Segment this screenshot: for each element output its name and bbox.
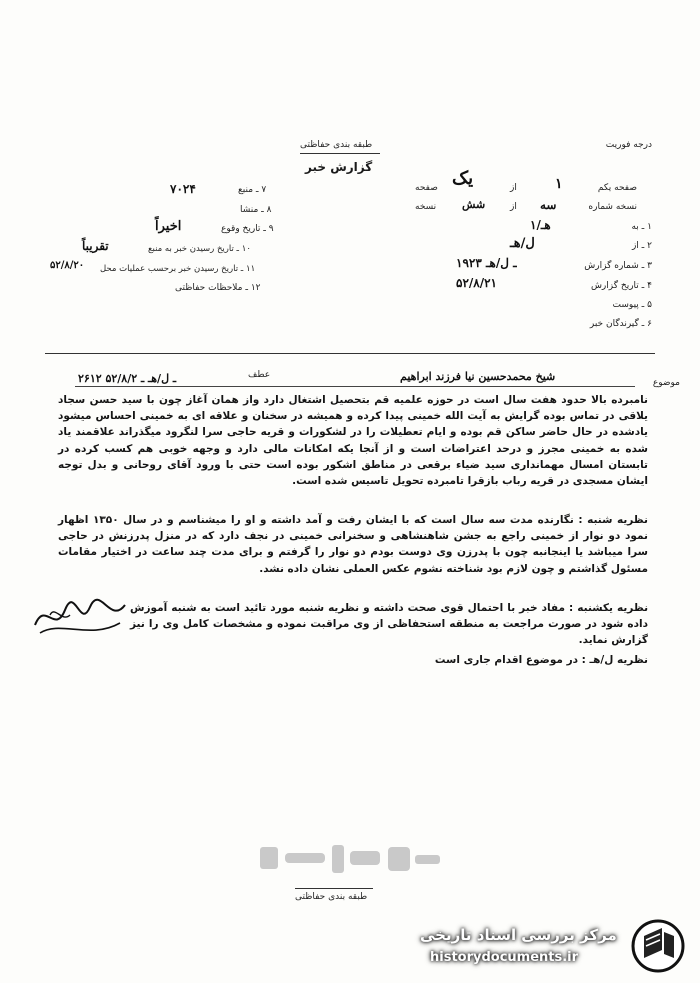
- note-department-text: در موضوع اقدام جاری است: [434, 654, 578, 666]
- subject-value: شیخ محمدحسین نیا فرزند ابراهیم: [400, 370, 556, 383]
- urgency-label: درجه فوریت: [605, 140, 652, 150]
- report-date-value: ۵۲/۸/۲۱: [456, 276, 497, 290]
- section-divider: [45, 353, 655, 354]
- signature: [30, 595, 130, 643]
- received-unit-label: ۱۱ ـ تاریخ رسیدن خبر برحسب عملیات محل: [100, 264, 256, 274]
- page-label: صفحه یکم: [597, 183, 637, 193]
- source-value: ۷۰۲۴: [170, 182, 196, 196]
- note-saturday: [58, 512, 648, 577]
- copy-of: از: [510, 202, 517, 212]
- page-total: یک: [452, 168, 474, 189]
- recipients-label: ۶ ـ گیرندگان خبر: [589, 319, 652, 329]
- archive-logo-icon: [628, 918, 688, 974]
- faded-stamp: [250, 835, 450, 885]
- subject-underline: [75, 386, 635, 387]
- report-number-value: ۱۹۲۳ ـ ل/هـ: [456, 256, 517, 270]
- to-label: ۱ ـ به: [631, 222, 652, 232]
- from-value: ل/هـ: [510, 236, 535, 251]
- report-date-label: ۴ ـ تاریخ گزارش: [590, 281, 652, 291]
- note-department: [230, 652, 648, 668]
- origin-label: ۸ ـ منشا: [240, 205, 272, 215]
- divider: [300, 153, 380, 154]
- body-paragraph: نامبرده بالا حدود هفت سال است در حوزه علمیه قم بتحصیل اشتغال دارد واز همان آغاز چون با سید حسن سجاد یلاقی در تماس بوده گرایش به آیت الله خمینی پیدا کرده و همیشه در سخنان و علاقه ای به خمینی احساس میشود یادشده در حال حاضر ساکن قم بوده و ایام تعطیلات را در لشکورات و قریه حاجی سرا لنگرود میگذراند علاقمند یاد شده به خمینی مجرز و درحد اعتراضات است و از آنجا یکه امکانات مالی دارد و وجهه خوبی هم کسب کرده در تابستان امسال مهمانداری سید ضیاء برقعی در مناطق اشکور بوده است حتی با ورود آقای روحانی و بدل توجه ایشان مسجدی در قریه رباب بازقرا تامبرده تحویل تاسیس شده است.: [58, 394, 648, 488]
- reference-value: ۲۶۱۲ ـ ل/هـ ـ ۵۲/۸/۲: [78, 372, 177, 385]
- subject-label: موضوع: [652, 378, 680, 388]
- classification-bottom: طبقه بندی حفاظتی: [295, 892, 368, 902]
- note-sunday-text: مفاد خبر با احتمال قوی صحت داشته و نظریه شنبه مورد تائید است به شنبه آموزش داده شود در صورت مراجعت به منطقه استحفاظی از وی مراقبت نموده و مشخصات کامل وی را نیز گزارش نماید.: [130, 602, 648, 647]
- footer-divider: [295, 888, 373, 889]
- attachment-label: ۵ ـ پیوست: [612, 300, 652, 310]
- received-source-value: تقریباً: [82, 239, 109, 253]
- report-title: گزارش خبر: [305, 160, 373, 174]
- note-saturday-text: نگارنده مدت سه سال است که با ایشان رفت و آمد داشته و او را میشناسم و در سال ۱۳۵۰ اظهار نمود دو نوار از خمینی راجع به جشن شاهنشاهی و سخنرانی خمینی در نجف دارد که در منزل پدرزنش در حاجی سرا میباشد یا اینجانبه چون با پدرزن وی دوست بودم دو نوار را گرفتم و برای مدت چند ساعت در اختیار مقامات مسئول گذاشتم و چون لازم بود شناخته نشوم عکس العملی نشان داده نشد.: [58, 514, 648, 575]
- reference-prefix: عطف: [248, 370, 271, 380]
- event-date-label: ۹ ـ تاریخ وقوع: [221, 224, 274, 234]
- copy-value: سه: [540, 198, 557, 212]
- to-value: ۱/هـ: [530, 218, 551, 232]
- logo-title: مرکز بررسی اسناد تاریخی: [420, 926, 617, 944]
- received-source-label: ۱۰ ـ تاریخ رسیدن خبر به منبع: [148, 244, 251, 254]
- note-sunday: [130, 600, 648, 649]
- source-label: ۷ ـ منبع: [238, 185, 267, 195]
- note-saturday-label: نظریه شنبه :: [578, 514, 648, 526]
- copy-total: شش: [462, 198, 486, 211]
- report-number-label: ۳ ـ شماره گزارش: [584, 261, 652, 271]
- page-of: از: [510, 183, 517, 193]
- note-sunday-label: نظریه یکشنبه :: [569, 602, 649, 614]
- report-body: [58, 392, 648, 489]
- classification-top: طبقه بندی حفاظتی: [300, 140, 373, 150]
- page-value: ۱: [555, 176, 563, 192]
- received-unit-value: ۵۲/۸/۲۰: [50, 260, 85, 271]
- note-department-label: نظریه ل/هـ :: [581, 654, 648, 666]
- copy-suffix: نسخه: [415, 202, 437, 212]
- event-date-value: اخیراً: [155, 219, 182, 234]
- copy-label: نسخه شماره: [588, 202, 637, 212]
- logo-url: historydocuments.ir: [430, 950, 579, 965]
- from-label: ۲ ـ از: [631, 241, 652, 251]
- notes-label: ۱۲ ـ ملاحظات حفاظتی: [175, 283, 261, 293]
- page-suffix: صفحه: [415, 183, 438, 193]
